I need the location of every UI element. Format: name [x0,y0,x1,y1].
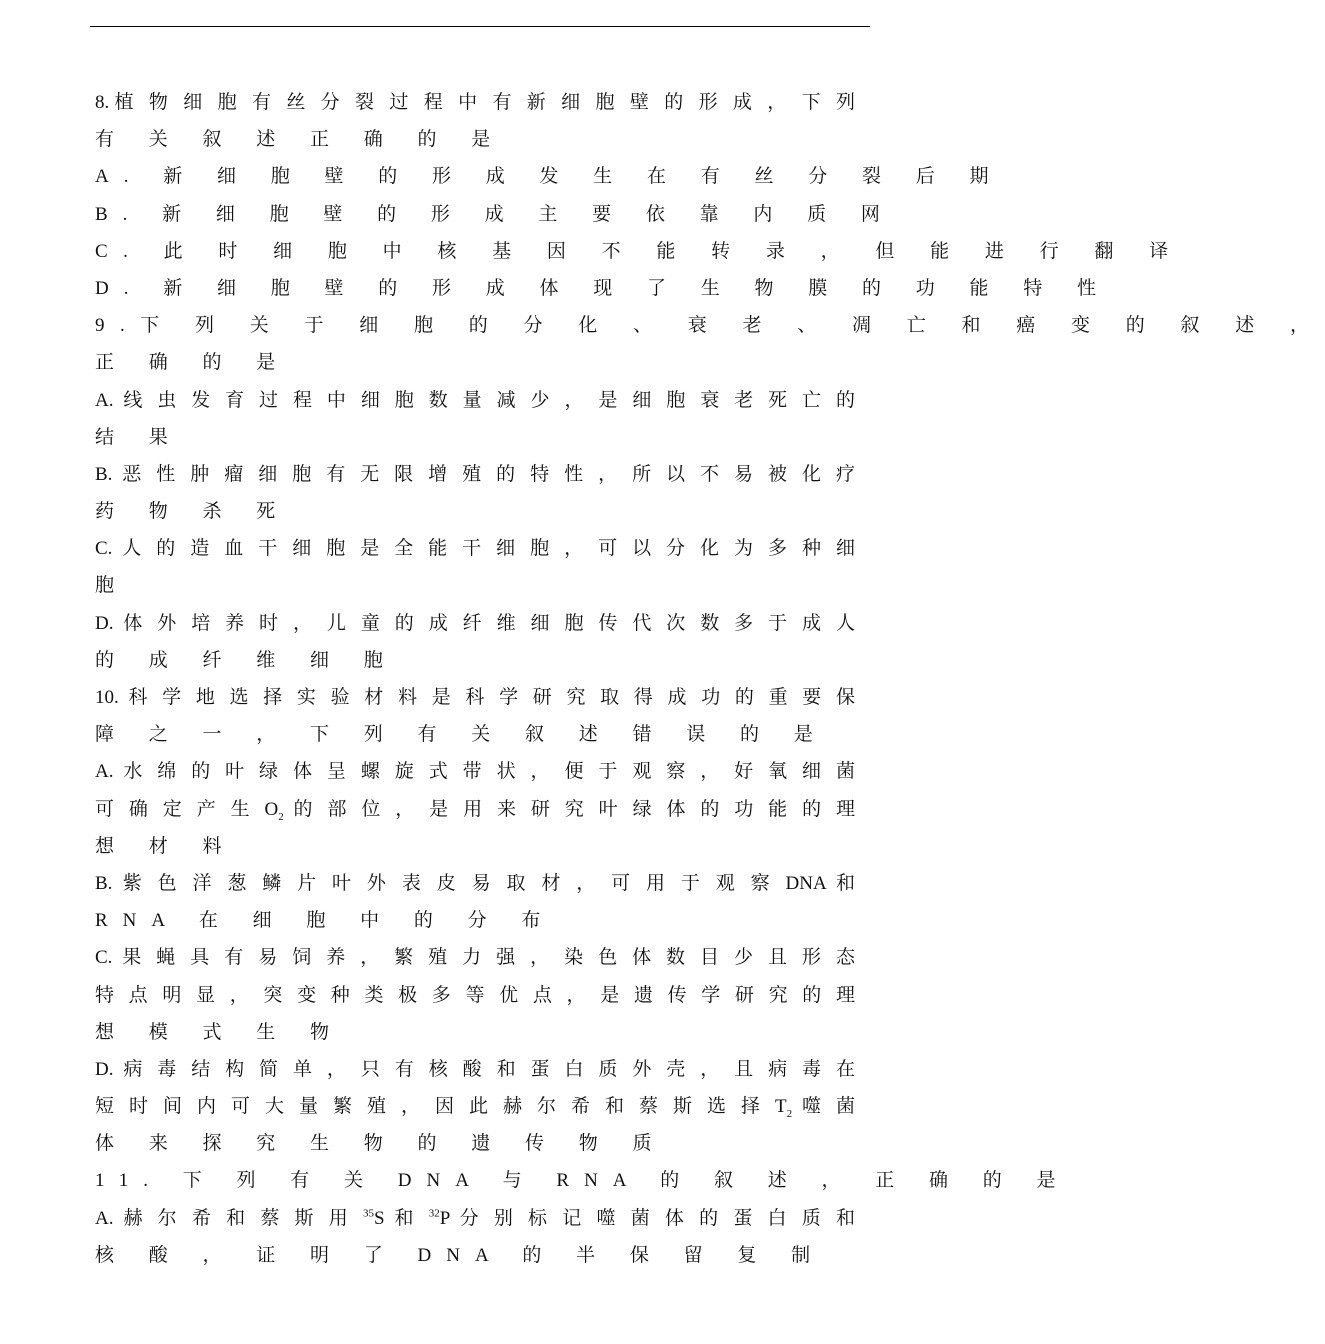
q9-option-a-line2: 结 果 [95,426,183,448]
q10-option-a-line2-end: 的 部 位 ， 是 用 来 研 究 叶 绿 体 的 功 能 的 理 [283,798,855,820]
q10-stem-line1: 10. 科 学 地 选 择 实 验 材 料 是 科 学 研 究 取 得 成 功 的 重 要 保 [95,687,855,708]
q10-stem-line2: 障 之 一 ， 下 列 有 关 叙 述 错 误 的 是 [95,724,828,746]
phosphorus-32-superscript: 32 [428,1207,440,1220]
q9-option-b-line1: B. 恶 性 肿 瘤 细 胞 有 无 限 增 殖 的 特 性 ， 所 以 不 易 被 化 疗 [95,463,855,485]
q11-option-a-line1-end: P 分 别 标 记 噬 菌 体 的 蛋 白 质 和 [439,1207,855,1229]
q9-option-d-line2: 的 成 纤 维 细 胞 [95,649,398,671]
q9-option-b-line2: 药 物 杀 死 [95,501,291,523]
q10-option-b-line1: B. 紫 色 洋 葱 鳞 片 叶 外 表 皮 易 取 材 ， 可 用 于 观 察 DNA 和 [95,872,855,894]
q11-option-a-line1 [95,1200,855,1237]
q11-stem: 11. 下 列 有 关 DNA 与 RNA 的 叙 述 ， 正 确 的 是 [95,1170,1071,1192]
q11-option-a-line1-mid: S 和 [373,1207,429,1229]
q9-stem-line1: 9.下 列 关 于 细 胞 的 分 化 、 衰 老 、 凋 亡 和 癌 变 的 叙 述 ， [95,315,1325,337]
q8-stem-line1: 8.植 物 细 胞 有 丝 分 裂 过 程 中 有 新 细 胞 壁 的 形 成 ， 下 列 [95,92,855,113]
q10-option-c-line3: 想 模 式 生 物 [95,1021,345,1043]
q8-option-a: A. 新 细 胞 壁 的 形 成 发 生 在 有 丝 分 裂 后 期 [95,166,1004,188]
q10-option-d-line1: D. 病 毒 结 构 简 单 ， 只 有 核 酸 和 蛋 白 质 外 壳 ， 且 病 毒 在 [95,1058,855,1080]
q10-option-a-line2 [95,791,855,828]
q10-option-a-line1: A. 水 绵 的 叶 绿 体 呈 螺 旋 式 带 状 ， 便 于 观 察 ， 好 氧 细 菌 [95,761,855,783]
q8-option-d: D. 新 细 胞 壁 的 形 成 体 现 了 生 物 膜 的 功 能 特 性 [95,277,1111,299]
q10-option-a-line3: 想 材 料 [95,835,237,857]
q10-option-d-line2-start: 短 时 间 内 可 大 量 繁 殖 ， 因 此 赫 尔 希 和 蔡 斯 选 择 T [95,1096,787,1118]
q9-option-c-line1: C. 人 的 造 血 干 细 胞 是 全 能 干 细 胞 ， 可 以 分 化 为 多 种 细 [95,538,855,560]
sulfur-35-superscript: 35 [362,1207,374,1220]
t2-subscript: 2 [786,1107,793,1120]
q9-option-c-line2: 胞 [95,575,130,597]
q10-option-d-line2 [95,1088,855,1125]
q10-option-c-line1: C. 果 蝇 具 有 易 饲 养 ， 繁 殖 力 强 ， 染 色 体 数 目 少 且 形 态 [95,947,855,969]
q8-option-c: C. 此 时 细 胞 中 核 基 因 不 能 转 录 ， 但 能 进 行 翻 译 [95,240,1184,262]
q9-option-a-line1: A. 线 虫 发 育 过 程 中 细 胞 数 量 减 少 ， 是 细 胞 衰 老 死 亡 的 [95,389,855,411]
exam-text [95,84,1325,1274]
q8-stem-line2: 有 关 叙 述 正 确 的 是 [95,129,506,151]
header-rule [90,26,870,27]
q9-option-d-line1: D. 体 外 培 养 时 ， 儿 童 的 成 纤 维 细 胞 传 代 次 数 多 于 成 人 [95,612,855,634]
q11-option-a-line2: 核 酸 ， 证 明 了 DNA 的 半 保 留 复 制 [95,1244,826,1266]
q10-option-d-line2-end: 噬 菌 [792,1096,855,1118]
q10-option-b-line2: RNA 在 细 胞 中 的 分 布 [95,910,556,932]
q10-option-c-line2: 特 点 明 显 ， 突 变 种 类 极 多 等 优 点 ， 是 遗 传 学 研 究 的 理 [95,984,855,1006]
q10-option-a-line2-start: 可 确 定 产 生 O [95,798,279,820]
q8-option-b: B. 新 细 胞 壁 的 形 成 主 要 依 靠 内 质 网 [95,203,895,225]
q11-option-a-line1-start: A. 赫 尔 希 和 蔡 斯 用 [95,1207,363,1229]
oxygen-subscript: 2 [278,810,284,823]
q10-option-d-line3: 体 来 探 究 生 物 的 遗 传 物 质 [95,1133,667,1155]
q9-stem-line2: 正 确 的 是 [95,352,291,374]
